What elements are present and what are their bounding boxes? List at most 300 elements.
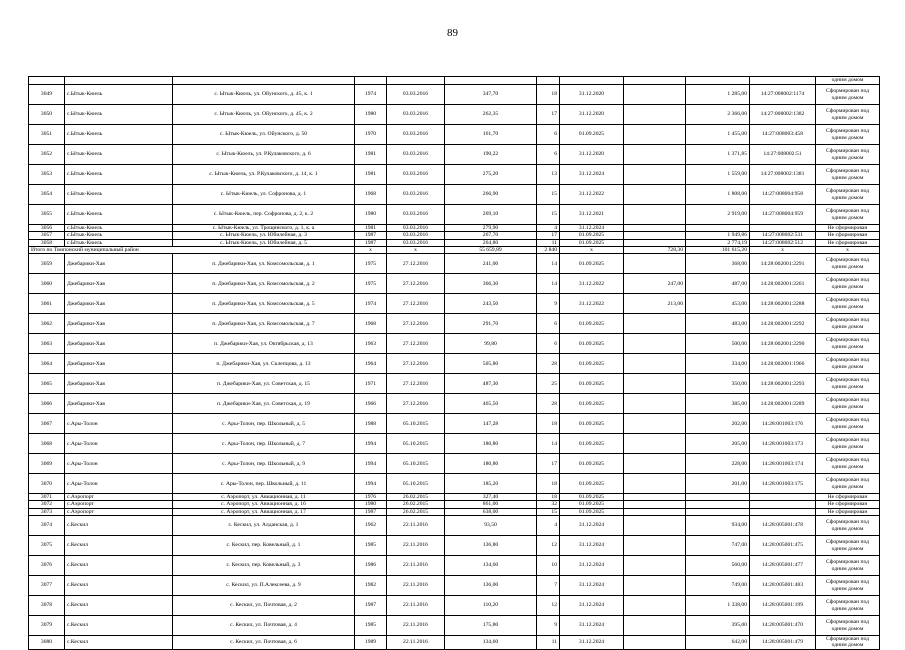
area-cell: 275,20 <box>445 165 537 185</box>
residents-cell: 9 <box>537 616 560 636</box>
value-a-cell <box>624 394 686 414</box>
total-year-cell: x <box>355 246 387 253</box>
area-cell: 185,20 <box>445 474 537 494</box>
year-built-cell: 1962 <box>355 516 387 536</box>
page-number: 89 <box>447 27 458 39</box>
residents-cell: 4 <box>537 516 560 536</box>
table-row <box>29 374 880 394</box>
land-area-cell: 747,00 <box>686 536 750 556</box>
cadastral-number-cell <box>750 225 816 232</box>
value-a-cell <box>624 374 686 394</box>
area-cell: 366,30 <box>445 274 537 294</box>
land-status-cell: Не сформирован <box>816 508 880 515</box>
cadastral-number-cell <box>750 508 816 515</box>
land-area-cell: 385,00 <box>686 394 750 414</box>
land-status-cell: Не сформирован <box>816 239 880 246</box>
cadastral-number-cell: 14:28:005001:479 <box>750 636 816 650</box>
row-number-cell: 3063 <box>29 334 65 354</box>
area-cell: 505,80 <box>445 354 537 374</box>
area-cell: 327,40 <box>445 494 537 501</box>
year-built-cell: 1994 <box>355 474 387 494</box>
area-cell: 175,80 <box>445 616 537 636</box>
address-cell: с. Ытык-Кюель, ул. Юбилейная, д. 3 <box>173 232 355 239</box>
value-a-cell <box>624 516 686 536</box>
address-cell: п. Джебарики-Хая, ул. Комсомольская, д. 2 <box>173 274 355 294</box>
recognition-date-cell: 05.10.2015 <box>387 454 445 474</box>
value-a-cell <box>624 334 686 354</box>
recognition-date-cell: 26.02.2015 <box>387 501 445 508</box>
recognition-date-cell: 05.10.2015 <box>387 414 445 434</box>
recognition-date-cell: 27.12.2016 <box>387 334 445 354</box>
resettlement-deadline-cell: 01.09.2025 <box>560 474 624 494</box>
value-a-cell <box>624 536 686 556</box>
address-cell: п. Джебарики-Хая, ул. Советская, д. 15 <box>173 374 355 394</box>
row-number-cell: 3075 <box>29 536 65 556</box>
area-cell: 134,60 <box>445 636 537 650</box>
land-status-cell: Сформирован под одним домом <box>816 556 880 576</box>
row-number-cell: 3080 <box>29 636 65 650</box>
table-row <box>29 556 880 576</box>
value-a-cell <box>624 576 686 596</box>
address-cell: с. Ытык-Кюель, ул. Ойунского, д. 45, к. 2 <box>173 105 355 125</box>
land-status-cell: Сформирован под одним домом <box>816 536 880 556</box>
value-a-cell <box>624 185 686 205</box>
cadastral-number-cell: 14:27:008004:958 <box>750 185 816 205</box>
value-a-cell <box>624 616 686 636</box>
row-number-cell: 3071 <box>29 494 65 501</box>
settlement-cell: с.Кескил <box>65 596 173 616</box>
year-built-cell: 1987 <box>355 508 387 515</box>
residents-cell: 32 <box>537 501 560 508</box>
year-built-cell: 1981 <box>355 165 387 185</box>
land-status-cell: Сформирован под одним домом <box>816 185 880 205</box>
recognition-date-cell: 26.02.2015 <box>387 494 445 501</box>
residents-cell: 28 <box>537 394 560 414</box>
year-built-cell: 1968 <box>355 185 387 205</box>
area-cell: 147,28 <box>445 414 537 434</box>
settlement-cell: Джебарики-Хая <box>65 374 173 394</box>
cadastral-number-cell: 14:27:008002:1381 <box>750 165 816 185</box>
area-cell: 180,80 <box>445 454 537 474</box>
value-a-cell: 213,00 <box>624 294 686 314</box>
row-number-cell: 3062 <box>29 314 65 334</box>
settlement-cell: с.Аэропорт <box>65 508 173 515</box>
status-cell: одним домом <box>816 77 880 85</box>
value-a-cell <box>624 501 686 508</box>
residents-cell: 13 <box>537 165 560 185</box>
row-number-cell: 3068 <box>29 434 65 454</box>
settlement-cell: с.Кескил <box>65 556 173 576</box>
value-a-cell <box>624 596 686 616</box>
recognition-date-cell: 22.11.2016 <box>387 576 445 596</box>
row-number-cell: 3077 <box>29 576 65 596</box>
value-a-cell <box>624 494 686 501</box>
row-number-cell: 3070 <box>29 474 65 494</box>
land-area-cell: 1 559,00 <box>686 165 750 185</box>
cadastral-number-cell: 14:28:002001:1966 <box>750 354 816 374</box>
settlement-cell: с.Ытык-Кюель <box>65 225 173 232</box>
table-row <box>29 596 880 616</box>
area-cell: 93,50 <box>445 516 537 536</box>
land-status-cell: Сформирован под одним домом <box>816 165 880 185</box>
address-cell: с. Ытык-Кюель, ул. Р.Кулаковского, д. 14, к. 1 <box>173 165 355 185</box>
table-row <box>29 454 880 474</box>
land-area-cell: 453,00 <box>686 294 750 314</box>
resettlement-deadline-cell: 31.12.2024 <box>560 616 624 636</box>
year-built-cell: 1963 <box>355 334 387 354</box>
total-residents-cell: 2 840 <box>537 246 560 253</box>
land-status-cell: Сформирован под одним домом <box>816 596 880 616</box>
value-a-cell <box>624 414 686 434</box>
land-area-cell: 487,00 <box>686 274 750 294</box>
resettlement-deadline-cell: 01.09.2025 <box>560 239 624 246</box>
settlement-cell: с.Ытык-Кюель <box>65 232 173 239</box>
cadastral-number-cell: 14:28:002001:2290 <box>750 334 816 354</box>
cadastral-number-cell: 14:28:005001:470 <box>750 616 816 636</box>
year-built-cell: 1975 <box>355 254 387 274</box>
recognition-date-cell: 03.03.2016 <box>387 85 445 105</box>
resettlement-deadline-cell: 31.12.2024 <box>560 576 624 596</box>
land-area-cell: 395,00 <box>686 616 750 636</box>
recognition-date-cell: 03.03.2016 <box>387 105 445 125</box>
residents-cell: 14 <box>537 274 560 294</box>
settlement-cell: с.Кескил <box>65 516 173 536</box>
recognition-date-cell: 27.12.2016 <box>387 314 445 334</box>
row-number-cell: 3064 <box>29 354 65 374</box>
settlement-cell: с.Ытык-Кюель <box>65 85 173 105</box>
land-area-cell: 202,00 <box>686 414 750 434</box>
address-cell: п. Джебарики-Хая, ул. Комсомольская, д. 7 <box>173 314 355 334</box>
cadastral-number-cell: 14:28:005001:477 <box>750 556 816 576</box>
cadastral-number-cell: 14:28:002001:2261 <box>750 274 816 294</box>
land-status-cell: Сформирован под одним домом <box>816 205 880 225</box>
address-cell: с. Кескил, ул. Алданская, д. 1 <box>173 516 355 536</box>
row-number-cell: 3056 <box>29 225 65 232</box>
area-cell: 136,80 <box>445 536 537 556</box>
land-area-cell: 749,00 <box>686 576 750 596</box>
table-row <box>29 105 880 125</box>
settlement-cell: с.Ары-Толон <box>65 474 173 494</box>
cadastral-number-cell: 14:27:008002:512 <box>750 239 816 246</box>
total-date-cell: x <box>387 246 445 253</box>
resettlement-deadline-cell: 31.12.2022 <box>560 294 624 314</box>
row-number-cell: 3057 <box>29 232 65 239</box>
total-row <box>29 246 880 253</box>
address-cell: с. Кескил, ул. Почтовая, д. 4 <box>173 616 355 636</box>
housing-register-table <box>28 76 880 650</box>
land-status-cell: Сформирован под одним домом <box>816 616 880 636</box>
table-row <box>29 185 880 205</box>
resettlement-deadline-cell: 01.09.2025 <box>560 508 624 515</box>
resettlement-deadline-cell: 01.09.2025 <box>560 232 624 239</box>
settlement-cell: Джебарики-Хая <box>65 254 173 274</box>
land-status-cell: Сформирован под одним домом <box>816 636 880 650</box>
value-a-cell <box>624 254 686 274</box>
address-cell: с. Кескил, ул. П.Алексеева, д. 9 <box>173 576 355 596</box>
recognition-date-cell: 22.11.2016 <box>387 636 445 650</box>
settlement-cell: с.Ытык-Кюель <box>65 185 173 205</box>
land-area-cell: 1 455,00 <box>686 125 750 145</box>
table-row <box>29 494 880 501</box>
area-cell: 487,30 <box>445 374 537 394</box>
value-a-cell <box>624 145 686 165</box>
land-area-cell: 1 371,85 <box>686 145 750 165</box>
address-cell: с. Ытык-Кюель, пер. Софронова, д. 2, к. 2 <box>173 205 355 225</box>
address-cell: с. Аэропорт, ул. Авиационная, д. 16 <box>173 501 355 508</box>
settlement-cell: Джебарики-Хая <box>65 314 173 334</box>
year-built-cell: 1987 <box>355 596 387 616</box>
area-cell: 267,70 <box>445 232 537 239</box>
year-built-cell: 1976 <box>355 494 387 501</box>
residents-cell: 28 <box>537 354 560 374</box>
year-built-cell: 1966 <box>355 394 387 414</box>
land-area-cell: 2 774,19 <box>686 239 750 246</box>
resettlement-deadline-cell: 01.09.2025 <box>560 501 624 508</box>
year-built-cell: 1980 <box>355 501 387 508</box>
area-cell: 638,00 <box>445 508 537 515</box>
year-built-cell: 1971 <box>355 374 387 394</box>
land-status-cell: Не сформирован <box>816 232 880 239</box>
land-status-cell: Сформирован под одним домом <box>816 294 880 314</box>
resettlement-deadline-cell: 31.12.2024 <box>560 536 624 556</box>
year-built-cell: 1974 <box>355 85 387 105</box>
land-area-cell: 642,00 <box>686 636 750 650</box>
year-built-cell: 1968 <box>355 314 387 334</box>
land-status-cell: Сформирован под одним домом <box>816 454 880 474</box>
land-area-cell: 228,00 <box>686 454 750 474</box>
resettlement-deadline-cell: 01.09.2025 <box>560 494 624 501</box>
table-row <box>29 636 880 650</box>
cadastral-number-cell: 14:27:008003:458 <box>750 125 816 145</box>
recognition-date-cell: 27.12.2016 <box>387 274 445 294</box>
total-land-area-cell: 101 615,20 <box>686 246 750 253</box>
resettlement-deadline-cell: 01.09.2025 <box>560 314 624 334</box>
residents-cell: 6 <box>537 145 560 165</box>
value-a-cell <box>624 508 686 515</box>
year-built-cell: 1987 <box>355 239 387 246</box>
table-row <box>29 434 880 454</box>
land-area-cell: 205,00 <box>686 434 750 454</box>
value-a-cell <box>624 125 686 145</box>
land-status-cell: Сформирован под одним домом <box>816 105 880 125</box>
settlement-cell: Джебарики-Хая <box>65 334 173 354</box>
settlement-cell: с.Кескил <box>65 636 173 650</box>
recognition-date-cell: 22.11.2016 <box>387 596 445 616</box>
cadastral-number-cell: 14:28:002001:2289 <box>750 394 816 414</box>
settlement-cell: с.Ары-Толон <box>65 414 173 434</box>
land-status-cell: Сформирован под одним домом <box>816 274 880 294</box>
land-status-cell: Сформирован под одним домом <box>816 145 880 165</box>
land-area-cell: 483,00 <box>686 314 750 334</box>
settlement-cell: с.Ытык-Кюель <box>65 145 173 165</box>
settlement-cell: с.Ары-Толон <box>65 434 173 454</box>
land-status-cell: Сформирован под одним домом <box>816 576 880 596</box>
land-area-cell: 2 366,00 <box>686 105 750 125</box>
area-cell: 264,80 <box>445 239 537 246</box>
row-number-cell: 3073 <box>29 508 65 515</box>
residents-cell: 11 <box>537 239 560 246</box>
table-row <box>29 205 880 225</box>
resettlement-deadline-cell: 01.09.2025 <box>560 254 624 274</box>
settlement-cell: с.Кескил <box>65 616 173 636</box>
land-status-cell: Сформирован под одним домом <box>816 414 880 434</box>
residents-cell: 18 <box>537 494 560 501</box>
row-number-cell: 3050 <box>29 105 65 125</box>
area-cell: 861,00 <box>445 501 537 508</box>
total-label-cell: Итого по Томпонский муниципальный район <box>29 246 355 253</box>
resettlement-deadline-cell: 01.09.2025 <box>560 374 624 394</box>
address-cell: с. Ары-Толон, пер. Школьный, д. 11 <box>173 474 355 494</box>
residents-cell: 15 <box>537 508 560 515</box>
total-area-cell: 55 659,89 <box>445 246 537 253</box>
address-cell: с. Кескил, ул. Почтовая, д. 2 <box>173 596 355 616</box>
row-number-cell: 3058 <box>29 239 65 246</box>
land-area-cell: 1 338,00 <box>686 596 750 616</box>
table-row <box>29 576 880 596</box>
area-cell: 190,22 <box>445 145 537 165</box>
land-status-cell: Сформирован под одним домом <box>816 125 880 145</box>
table-row <box>29 414 880 434</box>
residents-cell: 6 <box>537 334 560 354</box>
land-status-cell: Сформирован под одним домом <box>816 394 880 414</box>
address-cell: п. Джебарики-Хая, ул. Октябрьская, д. 13 <box>173 334 355 354</box>
row-number-cell: 3055 <box>29 205 65 225</box>
residents-cell: 18 <box>537 474 560 494</box>
table-row <box>29 274 880 294</box>
area-cell: 243,50 <box>445 294 537 314</box>
area-cell: 241,00 <box>445 254 537 274</box>
settlement-cell: Джебарики-Хая <box>65 354 173 374</box>
year-built-cell: 1964 <box>355 354 387 374</box>
land-area-cell: 1 949,86 <box>686 232 750 239</box>
resettlement-deadline-cell: 31.12.2024 <box>560 596 624 616</box>
recognition-date-cell: 27.12.2016 <box>387 294 445 314</box>
value-a-cell <box>624 165 686 185</box>
resettlement-deadline-cell: 31.12.2024 <box>560 636 624 650</box>
area-cell: 99,80 <box>445 334 537 354</box>
land-area-cell <box>686 494 750 501</box>
cadastral-number-cell: 14:27:008004:959 <box>750 205 816 225</box>
cadastral-number-cell: 14:28:001003:175 <box>750 474 816 494</box>
cadastral-number-cell: 14:28:005001:475 <box>750 536 816 556</box>
residents-cell: 6 <box>537 314 560 334</box>
area-cell: 347,70 <box>445 85 537 105</box>
recognition-date-cell: 03.03.2016 <box>387 225 445 232</box>
row-number-cell: 3060 <box>29 274 65 294</box>
cadastral-number-cell: 14:28:005001:478 <box>750 516 816 536</box>
table-row <box>29 165 880 185</box>
resettlement-deadline-cell: 31.12.2020 <box>560 85 624 105</box>
cadastral-number-cell: 14:28:001003:174 <box>750 454 816 474</box>
table-row <box>29 616 880 636</box>
residents-cell: 11 <box>537 636 560 650</box>
year-built-cell: 1987 <box>355 232 387 239</box>
land-area-cell <box>686 225 750 232</box>
recognition-date-cell: 27.12.2016 <box>387 254 445 274</box>
recognition-date-cell: 03.03.2016 <box>387 125 445 145</box>
table-row <box>29 85 880 105</box>
value-a-cell <box>624 105 686 125</box>
address-cell: с. Аэропорт, ул. Авиационная, д. 11 <box>173 494 355 501</box>
address-cell: п. Джебарики-Хая, ул. Комсомольская, д. 1 <box>173 254 355 274</box>
land-area-cell: 201,00 <box>686 474 750 494</box>
table-row <box>29 225 880 232</box>
settlement-cell: с.Ытык-Кюель <box>65 125 173 145</box>
table-row <box>29 125 880 145</box>
settlement-cell: с.Аэропорт <box>65 494 173 501</box>
resettlement-deadline-cell: 31.12.2024 <box>560 165 624 185</box>
resettlement-deadline-cell: 01.09.2025 <box>560 125 624 145</box>
row-number-cell: 3051 <box>29 125 65 145</box>
cadastral-number-cell: 14:28:001003:173 <box>750 434 816 454</box>
residents-cell: 6 <box>537 125 560 145</box>
year-built-cell: 1982 <box>355 576 387 596</box>
year-built-cell: 1994 <box>355 434 387 454</box>
address-cell: с. Аэропорт, ул. Авиационная, д. 17 <box>173 508 355 515</box>
address-cell: с. Ытык-Кюель, ул. Трощинского, д. 1, к. а <box>173 225 355 232</box>
settlement-cell: Джебарики-Хая <box>65 294 173 314</box>
recognition-date-cell: 05.10.2015 <box>387 474 445 494</box>
row-number-cell: 3076 <box>29 556 65 576</box>
table-row <box>29 254 880 274</box>
table-row <box>29 354 880 374</box>
table-row <box>29 394 880 414</box>
residents-cell: 18 <box>537 85 560 105</box>
row-number-cell: 3059 <box>29 254 65 274</box>
cadastral-number-cell: 14:28:002001:2291 <box>750 254 816 274</box>
settlement-cell: с.Ытык-Кюель <box>65 105 173 125</box>
land-area-cell: 350,00 <box>686 374 750 394</box>
address-cell: п. Джебарики-Хая, ул. Комсомольская, д. 5 <box>173 294 355 314</box>
land-status-cell: Сформирован под одним домом <box>816 434 880 454</box>
row-number-cell: 3066 <box>29 394 65 414</box>
address-cell: с. Ытык-Кюель, ул. Ойунского, д. 45, к. 1 <box>173 85 355 105</box>
row-number-cell: 3052 <box>29 145 65 165</box>
cadastral-number-cell: 14:28:002001:2293 <box>750 374 816 394</box>
value-a-cell <box>624 556 686 576</box>
table-row <box>29 239 880 246</box>
total-cadastral-cell: x <box>750 246 816 253</box>
total-value-a-cell: 728,30 <box>624 246 686 253</box>
address-cell: п. Джебарики-Хая, ул. Склепцова, д. 13 <box>173 354 355 374</box>
address-cell: с. Ытык-Кюель, ул. Юбилейная, д. 5 <box>173 239 355 246</box>
row-number-cell: 3074 <box>29 516 65 536</box>
cadastral-number-cell: 14:28:002001:2292 <box>750 314 816 334</box>
recognition-date-cell: 03.03.2016 <box>387 232 445 239</box>
cadastral-number-cell: 14:27:008002:1382 <box>750 105 816 125</box>
year-built-cell: 1989 <box>355 636 387 650</box>
value-a-cell <box>624 454 686 474</box>
address-cell: с. Ары-Толон, пер. Школьный, д. 7 <box>173 434 355 454</box>
row-number-cell: 3065 <box>29 374 65 394</box>
land-status-cell: Не сформирован <box>816 225 880 232</box>
residents-cell: 14 <box>537 434 560 454</box>
resettlement-deadline-cell: 31.12.2020 <box>560 105 624 125</box>
settlement-cell: с.Ытык-Кюель <box>65 165 173 185</box>
land-area-cell: 500,00 <box>686 334 750 354</box>
resettlement-deadline-cell: 31.12.2021 <box>560 205 624 225</box>
year-built-cell: 1988 <box>355 414 387 434</box>
row-number-cell: 3072 <box>29 501 65 508</box>
resettlement-deadline-cell: 01.09.2025 <box>560 434 624 454</box>
year-built-cell: 1980 <box>355 205 387 225</box>
resettlement-deadline-cell: 31.12.2020 <box>560 145 624 165</box>
residents-cell: 12 <box>537 536 560 556</box>
resettlement-deadline-cell: 31.12.2024 <box>560 516 624 536</box>
table-row <box>29 294 880 314</box>
table-row <box>29 314 880 334</box>
year-built-cell: 1985 <box>355 536 387 556</box>
